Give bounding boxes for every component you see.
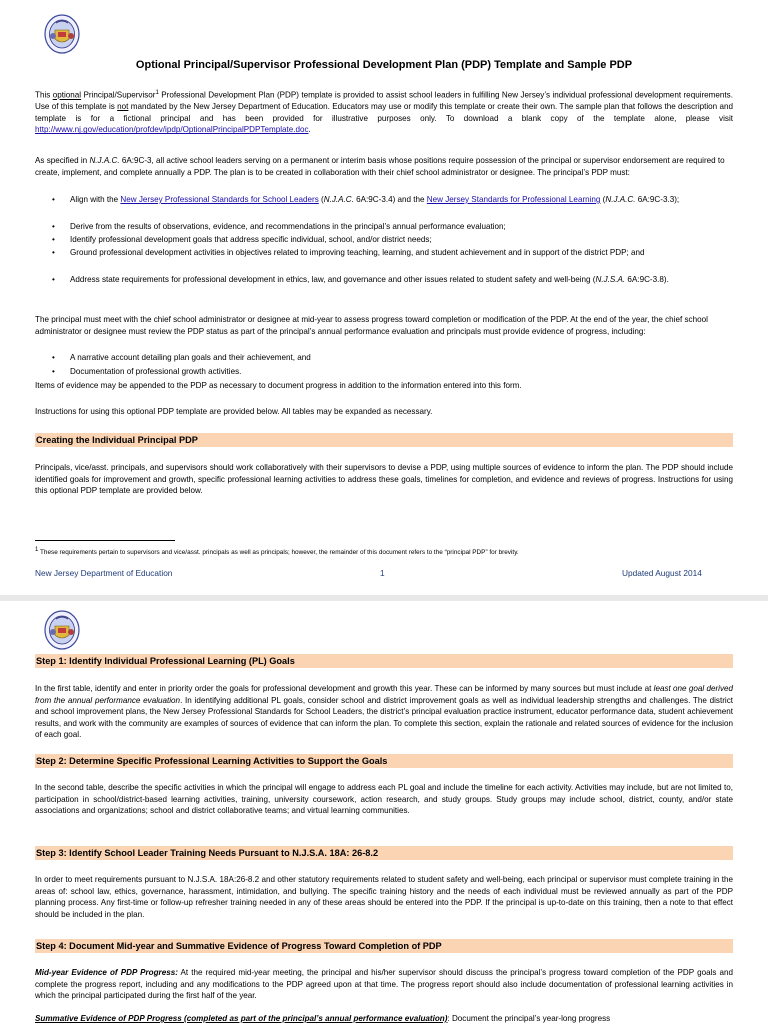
footer-department: New Jersey Department of Education [35,568,173,578]
step4-midyear-paragraph: Mid-year Evidence of PDP Progress: At the required mid-year meeting, the principal and his/her supervisor should discuss the principal’s progress toward completion of the PDP goals and complete the progress report, including and any modifications to the PDP agreed upon at that time. The progress report should also include documentation of professional learning activities in which the principal participated during the first half of the year. [35,968,733,1001]
nj-state-seal-logo [44,610,80,650]
step2-paragraph: In the second table, describe the specific activities in which the principal will engage to address each PL goal and include the timeline for each activity. Activities may include, but are not limited to, participation in school/district-based learning activities, training, university coursework, action research, and study groups. Study groups may include school, district, county, and/or state associations and organizations; school and district collaborative teams; and virtual learning communities. [35,783,733,816]
list-item: • Align with the New Jersey Professional Standards for School Leaders (N.J.A.C. 6A:9C-3.4) and the New Jersey Standards for Professional Learning (N.J.A.C. 6A:9C-3.3); [52,195,680,204]
footer-page-number: 1 [380,568,385,578]
evidence-items-paragraph: Items of evidence may be appended to the PDP as necessary to document progress in addition to the information entered into this form. [35,381,522,390]
footnote: $^1$ These requirements pertain to supervisors and vice/asst. principals as well as principals; however, the remainder of this document refers to the “principal PDP” for brevity. [35,547,519,557]
step1-heading: Step 1: Identify Individual Professional Learning (PL) Goals [35,654,733,668]
list-item: • Derive from the results of observations, evidence, and recommendations in the principal’s annual performance evaluation; [52,222,506,231]
school-leaders-standards-link[interactable]: New Jersey Professional Standards for School Leaders [120,195,319,204]
intro-paragraph: This optional Principal/Supervisor$^1$ Professional Development Plan (PDP) template is provided to assist school leaders in fulfilling New Jersey’s individual professional development requirements. Use of this template is not mandated by the New Jersey Department of Education. Educators may use or modify this template or create their own. The sample plan that follows the description and template is for a fictional principal and has been provided for illustrative purposes only. To download a blank copy of the template alone, please visit http://www.nj.gov/education/profdev/ipdp/OptionalPrincipalPDPTemplate.doc. [35,90,733,135]
step3-heading: Step 3: Identify School Leader Training Needs Pursuant to N.J.S.A. 18A: 26-8.2 [35,846,733,860]
nj-state-seal-logo [44,14,80,54]
list-item: • Identify professional development goals that address specific individual, school, and/or district needs; [52,235,432,244]
list-item: • Documentation of professional growth activities. [52,367,242,376]
step4-heading: Step 4: Document Mid-year and Summative Evidence of Progress Toward Completion of PDP [35,939,733,953]
step4-summative-paragraph: Summative Evidence of PDP Progress (completed as part of the principal’s annual performance evaluation): Document the principal’s year-long progress [35,1014,611,1023]
step3-paragraph: In order to meet requirements pursuant to N.J.S.A. 18A:26-8.2 and other statutory requirements related to student safety and well-being, each principal or supervisor must complete training in the areas of: school law, ethics, governance, harassment, intimidation, and bullying. The specific training history and the needs of each individual must be reviewed annually as part of the PDP planning process. Any first-time or follow-up refresher training needed in any of these areas should be entered into the PDP. If the principal is up-to-date on this training, then a note to that effect should be included in the plan. [35,875,733,919]
list-item: • Address state requirements for professional development in ethics, law, and governance and other issues related to student safety and well-being (N.J.S.A. 6A:9C-3.8). [52,275,669,284]
list-item: • A narrative account detailing plan goals and their achievement, and [52,353,311,362]
footer-updated-date: Updated August 2014 [622,568,702,578]
creating-pdp-paragraph: Principals, vice/asst. principals, and supervisors should work collaboratively with their supervisors to devise a PDP, using multiple sources of evidence to inform the plan. The PDP should include identified goals for improvement and growth, specific professional learning activities to address these goals, timelines for completion, and evidence and reviews of progress. Instructions for using this optional PDP template are provided below. [35,463,733,496]
instructions-paragraph: Instructions for using this optional PDP template are provided below. All tables may be expanded as necessary. [35,407,433,416]
as-specified-paragraph: As specified in N.J.A.C. 6A:9C-3, all active school leaders serving on a permanent or interim basis whose positions require possession of the principal or supervisor endorsement are required to create, implement, and complete annually a PDP. The plan is to be created in collaboration with their chief school administrator or designee. The principal’s PDP must: [35,156,725,177]
midyear-meeting-paragraph: The principal must meet with the chief school administrator or designee at mid-year to assess progress toward completion or modification of the PDP. At the end of the year, the chief school administrator or designee must review the PDP status as part of the principal’s annual performance evaluation and principals must provide evidence of progress, including: [35,315,708,336]
document-page-2 [0,601,768,1024]
document-title: Optional Principal/Supervisor Professional Development Plan (PDP) Template and Sample PDP [135,59,633,71]
step2-heading: Step 2: Determine Specific Professional Learning Activities to Support the Goals [35,754,733,768]
section-heading-creating-pdp: Creating the Individual Principal PDP [35,433,733,447]
footnote-divider [35,540,175,541]
professional-learning-standards-link[interactable]: New Jersey Standards for Professional Learning [426,195,601,204]
template-download-link[interactable]: http://www.nj.gov/education/profdev/ipdp/OptionalPrincipalPDPTemplate.doc [35,125,309,135]
list-item: • Ground professional development activities in objectives related to improving teaching, learning, and student achievement and in support of the district PDP; and [52,248,645,257]
step1-paragraph: In the first table, identify and enter in priority order the goals for professional development and growth this year. These can be informed by many sources but must include at least one goal derived from the annual performance evaluation. In identifying additional PL goals, consider school and district improvement goals as well as individual leadership strengths and challenges. The district and school improvement plans, the New Jersey Professional Standards for School Leaders, the district’s principal evaluation practice instrument, educator performance data, student achievement results, and work with the community are examples of sources of evidence that can inform the plan. To complete this section, explain the rationale and related sources of evidence for the inclusion of each goal. [35,684,734,740]
